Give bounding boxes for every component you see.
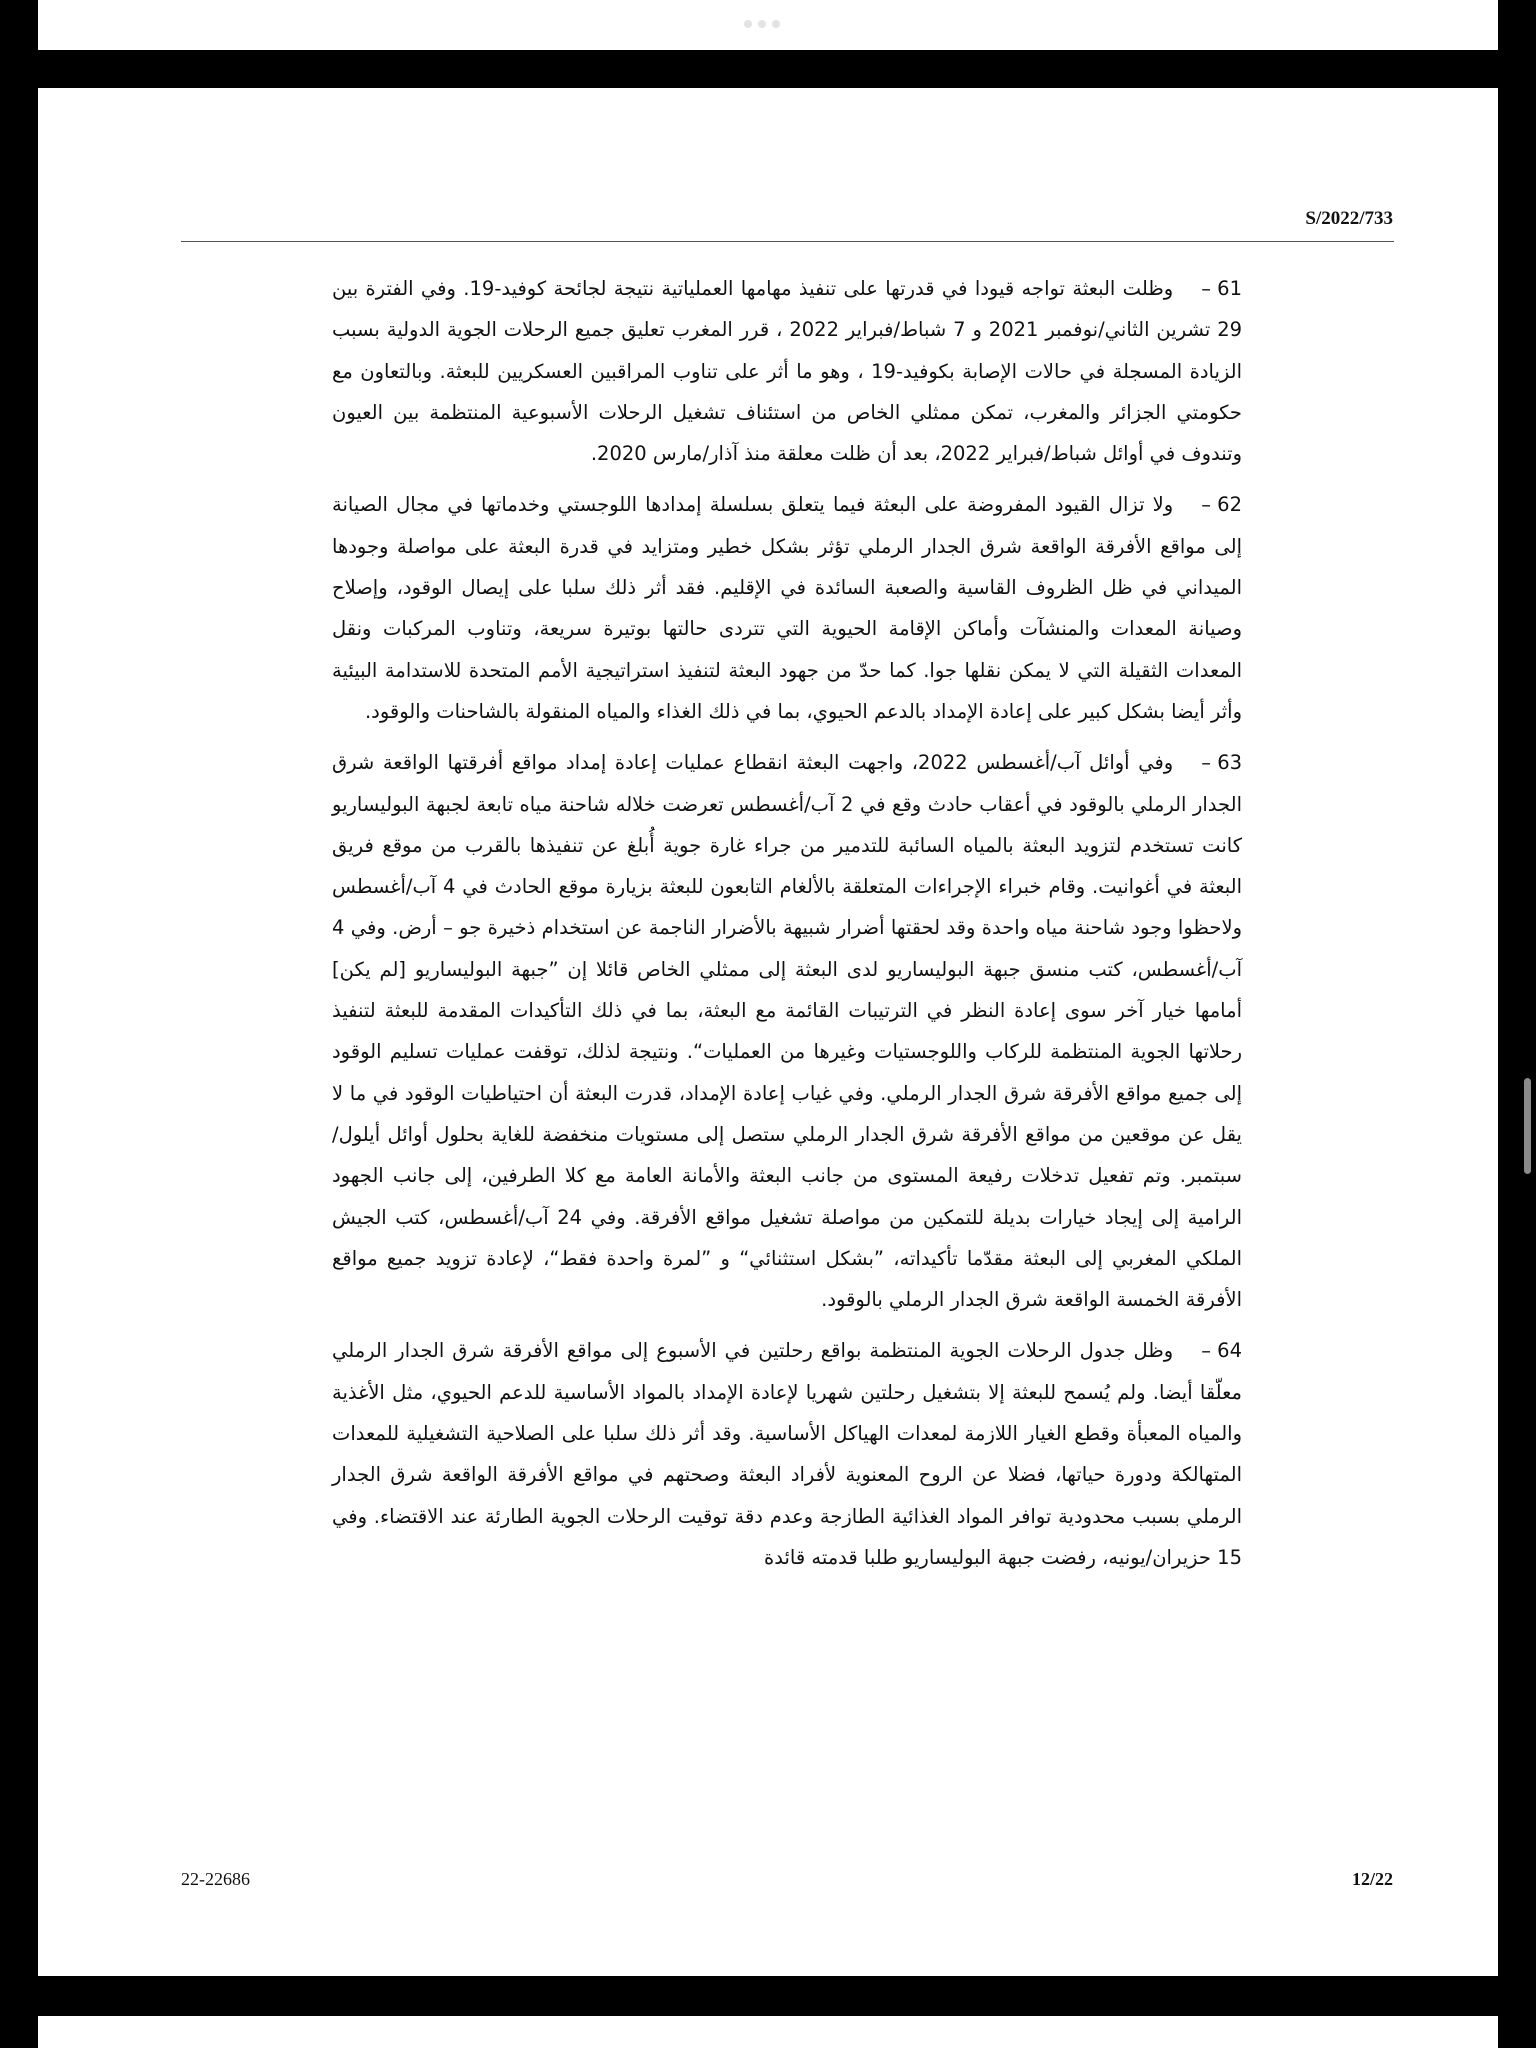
header-divider xyxy=(181,241,1394,242)
paragraph-number: 61 – xyxy=(1201,277,1242,300)
document-page xyxy=(38,88,1498,1976)
paragraph-number: 64 – xyxy=(1201,1339,1242,1363)
paragraph-text: ولا تزال القيود المفروضة على البعثة فيما يتعلق بسلسلة إمدادها اللوجستي وخدماتها في مجال الصيانة إلى مواقع الأفرقة الواقعة شرق الجدار الرملي تؤثر بشكل خطير ومتزايد في قدرة البعثة على مواصلة وجودها الميداني في ظل الظروف القاسية والصعبة السائدة في الإقليم. فقد أثر ذلك سلبا على إيصال الوقود، وإصلاح وصيانة المعدات والمنشآت وأماكن الإقامة الحيوية التي تتردى حالتها بوتيرة سريعة، وتناوب المركبات ونقل المعدات الثقيلة التي لا يمكن نقلها جوا. كما حدّ من جهود البعثة لتنفيذ استراتيجية الأمم المتحدة للاستدامة البيئية وأثر أيضا بشكل كبير على إعادة الإمداد بالدعم الحيوي، بما في ذلك الغذاء والمياه المنقولة بالشاحنات والوقود. xyxy=(332,493,1242,723)
page-number: 12/22 xyxy=(1351,1869,1393,1889)
paragraph-number: 62 – xyxy=(1201,493,1242,517)
paragraph-number: 63 – xyxy=(1201,751,1243,775)
scrollbar-thumb[interactable] xyxy=(1524,1078,1531,1174)
document-symbol: S/2022/733 xyxy=(1305,208,1393,229)
paragraph-text: وفي أوائل آب/أغسطس 2022، واجهت البعثة انقطاع عمليات إعادة إمداد مواقع أفرقتها الواقعة شرق الجدار الرملي بالوقود في أعقاب حادث وقع في 2 آب/أغسطس تعرضت خلاله شاحنة مياه تابعة لجبهة البوليساريو كانت تستخدم لتزويد البعثة بالمياه السائبة للتدمير من جراء غارة جوية أُبلغ عن تنفيذها بالقرب من موقع فريق البعثة في أغوانيت. وقام خبراء الإجراءات المتعلقة بالألغام التابعون للبعثة بزيارة موقع الحادث في 4 آب/أغسطس ولاحظوا وجود شاحنة مياه واحدة وقد لحقتها أضرار شبيهة بالأضرار الناجمة عن استخدام ذخيرة جو – أرض. وفي 4 آب/أغسطس، كتب منسق جبهة البوليساريو لدى البعثة إلى ممثلي الخاص قائلا إن ”جبهة البوليساريو [لم يكن] أمامها خيار آخر سوى إعادة النظر في الترتيبات القائمة مع البعثة، بما في ذلك التأكيدات المقدمة للبعثة لتنفيذ رحلاتها الجوية المنتظمة للركاب واللوجستيات وغيرها من العمليات“. ونتيجة لذلك، توقفت عمليات تسليم الوقود إلى جميع مواقع الأفرقة شرق الجدار الرملي. وفي غياب إعادة الإمداد، قدرت البعثة أن احتياطيات الوقود في ما لا يقل عن موقعين من مواقع الأفرقة شرق الجدار الرملي ستصل إلى مستويات منخفضة للغاية بحلول أوائل أيلول/سبتمبر. وتم تفعيل تدخلات رفيعة المستوى من جانب البعثة والأمانة العامة مع كلا الطرفين، إلى جانب الجهود الرامية إلى إيجاد خيارات بديلة للتمكين من مواصلة تشغيل مواقع الأفرقة. وفي 24 آب/أغسطس، كتب الجيش الملكي المغربي إلى البعثة مقدّما تأكيداته، ”بشكل استثنائي“ و ”لمرة واحدة فقط“، لإعادة تزويد جميع مواقع الأفرقة الخمسة الواقعة شرق الجدار الرملي بالوقود. xyxy=(332,751,1242,1312)
paragraph-text: وظل جدول الرحلات الجوية المنتظمة بواقع رحلتين في الأسبوع إلى مواقع الأفرقة شرق الجدار الرملي معلّقا أيضا. ولم يُسمح للبعثة إلا بتشغيل رحلتين شهريا لإعادة الإمداد بالمواد الأساسية للدعم الحيوي، مثل الأغذية والمياه المعبأة وقطع الغيار اللازمة لمعدات الهياكل الأساسية. وقد أثر ذلك سلبا على الصلاحية التشغيلية للمعدات المتهالكة ودورة حياتها، فضلا عن الروح المعنوية لأفراد البعثة وصحتهم في مواقع الأفرقة الواقعة شرق الجدار الرملي بسبب محدودية توافر المواد الغذائية الطازجة وعدم دقة توقيت الرحلات الجوية الطارئة عند الاقتضاء. وفي 15 حزيران/يونيه، رفضت جبهة البوليساريو طلبا قدمته قائدة xyxy=(332,1339,1242,1569)
document-body xyxy=(332,268,1242,1588)
paragraph-61 xyxy=(332,268,1242,474)
next-page-edge xyxy=(38,2016,1498,2048)
drag-handle-icon[interactable] xyxy=(744,20,780,28)
document-code: 22-22686 xyxy=(181,1869,250,1889)
paragraph-64 xyxy=(332,1330,1242,1578)
paragraph-62 xyxy=(332,484,1242,732)
paragraph-text: وظلت البعثة تواجه قيودا في قدرتها على تنفيذ مهامها العملياتية نتيجة لجائحة كوفيد-19. وفي الفترة بين 29 تشرين الثاني/نوفمبر 2021 و 7 شباط/فبراير 2022 ، قرر المغرب تعليق جميع الرحلات الجوية الدولية بسبب الزيادة المسجلة في حالات الإصابة بكوفيد-19 ، وهو ما أثر على تناوب المراقبين العسكريين للبعثة. وبالتعاون مع حكومتي الجزائر والمغرب، تمكن ممثلي الخاص من استئناف تشغيل الرحلات الأسبوعية المنتظمة بين العيون وتندوف في أوائل شباط/فبراير 2022، بعد أن ظلت معلقة منذ آذار/مارس 2020. xyxy=(332,277,1243,466)
paragraph-63 xyxy=(332,742,1242,1320)
